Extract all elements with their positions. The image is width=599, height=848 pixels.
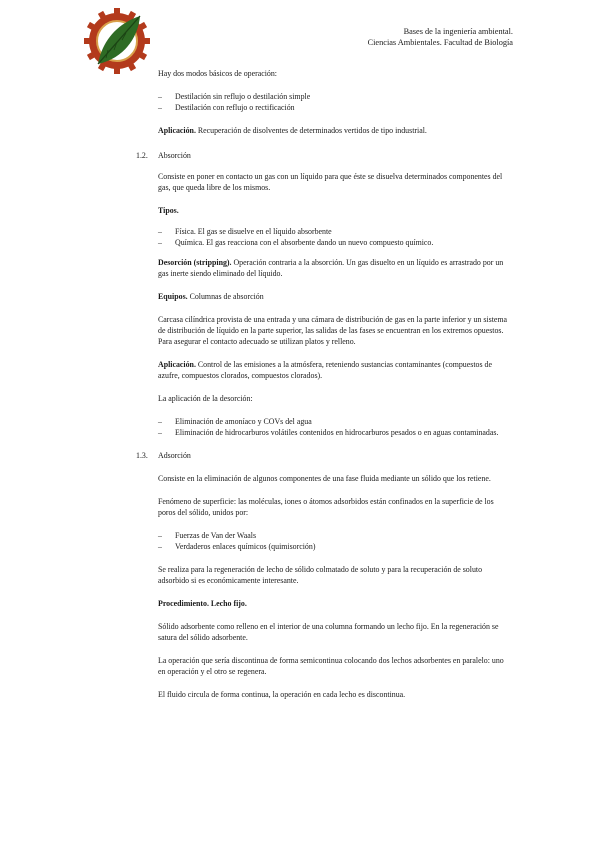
destilacion-aplicacion bbox=[158, 125, 510, 136]
absorcion-aplicacion bbox=[158, 359, 510, 381]
adsorcion-definition: Consiste en la eliminación de algunos componentes de una fase fluida mediante un sólido que los retiene. bbox=[158, 474, 491, 483]
list-item: – Fuerzas de Van der Waals bbox=[158, 530, 510, 541]
tipos-heading: Tipos. bbox=[158, 206, 179, 215]
destilacion-intro: Hay dos modos básicos de operación: bbox=[158, 69, 277, 78]
section-title: Absorción bbox=[158, 151, 191, 160]
aplicacion-text: Recuperación de disolventes de determinados vertidos de tipo industrial. bbox=[195, 126, 427, 135]
equipos-paragraph bbox=[158, 291, 510, 302]
equipos-text: Columnas de absorción bbox=[187, 292, 264, 301]
desorcion-text: Operación contraria a la absorción. Un gas disuelto en un líquido es arrastrado por un gas inerte siendo eliminado del líquido. bbox=[158, 258, 504, 278]
tipos-list bbox=[158, 226, 510, 248]
header-faculty: Ciencias Ambientales. Facultad de Biología bbox=[367, 38, 513, 47]
desorcion-paragraph bbox=[158, 257, 510, 279]
document-body bbox=[136, 68, 510, 700]
list-item: – Eliminación de amoníaco y COVs del agua bbox=[158, 416, 510, 427]
section-heading-absorcion bbox=[136, 150, 510, 161]
desorcion-aplicaciones-list bbox=[158, 416, 510, 438]
aplicacion-label: Aplicación. bbox=[158, 360, 196, 369]
list-item: – Destilación sin reflujo o destilación simple bbox=[158, 91, 510, 102]
fenomeno-paragraph: Fenómeno de superficie: las moléculas, iones o átomos adsorbidos están confinados en la superficie de los poros del sólido, unidos por: bbox=[158, 497, 494, 517]
list-item: – Verdaderos enlaces químicos (quimisorción) bbox=[158, 541, 510, 552]
fuerzas-list bbox=[158, 530, 510, 552]
university-logo bbox=[84, 8, 150, 74]
procedimiento-heading: Procedimiento. Lecho fijo. bbox=[158, 599, 247, 608]
contacto-paragraph: Para asegurar el contacto adecuado se utilizan platos y relleno. bbox=[158, 337, 356, 346]
equipos-label: Equipos. bbox=[158, 292, 188, 301]
semicontinua-paragraph: La operación que sería discontinua de forma semicontinua colocando dos lechos adsorbentes en paralelo: uno en operación y el otro se regenera. bbox=[158, 656, 504, 676]
section-number: 1.3. bbox=[136, 451, 148, 460]
list-item: – Física. El gas se disuelve en el líquido absorbente bbox=[158, 226, 510, 237]
destilacion-modes-list bbox=[158, 91, 510, 113]
aplicacion-text: Control de las emisiones a la atmósfera, reteniendo sustancias contaminantes (compuestos de azufre, compuestos clorados, compuestos clorados). bbox=[158, 360, 492, 380]
list-item: – Química. El gas reacciona con el absorbente dando un nuevo compuesto químico. bbox=[158, 237, 510, 248]
header-course: Bases de la ingeniería ambiental. bbox=[403, 27, 513, 36]
regeneracion-paragraph: Se realiza para la regeneración de lecho de sólido colmatado de soluto y para la recuperación de soluto adsorbido si es económicamente interesante. bbox=[158, 565, 483, 585]
aplicacion-label: Aplicación. bbox=[158, 126, 196, 135]
desorcion-label: Desorción (stripping). bbox=[158, 258, 232, 267]
lecho-fijo-paragraph: Sólido adsorbente como relleno en el interior de una columna formando un lecho fijo. En la regeneración se satura del sólido adsorbente. bbox=[158, 622, 499, 642]
fluido-paragraph: El fluido circula de forma continua, la operación en cada lecho es discontinua. bbox=[158, 690, 406, 699]
page-header bbox=[368, 26, 513, 48]
section-number: 1.2. bbox=[136, 151, 148, 160]
desorcion-aplicacion-intro: La aplicación de la desorción: bbox=[158, 394, 253, 403]
absorcion-definition: Consiste en poner en contacto un gas con un líquido para que éste se disuelva determinados componentes del gas, que queda libre de los mismos. bbox=[158, 172, 503, 192]
section-title: Adsorción bbox=[158, 451, 191, 460]
list-item: – Eliminación de hidrocarburos volátiles contenidos en hidrocarburos pesados o en aguas contaminadas. bbox=[158, 427, 510, 438]
carcasa-paragraph: Carcasa cilíndrica provista de una entrada y una cámara de distribución de gas en la parte inferior y un sistema de distribución de líquido en la parte superior, las salidas de las fases se encuentran en los extremos opuestos. bbox=[158, 315, 508, 335]
list-item: – Destilación con reflujo o rectificación bbox=[158, 102, 510, 113]
section-heading-adsorcion bbox=[136, 450, 510, 461]
